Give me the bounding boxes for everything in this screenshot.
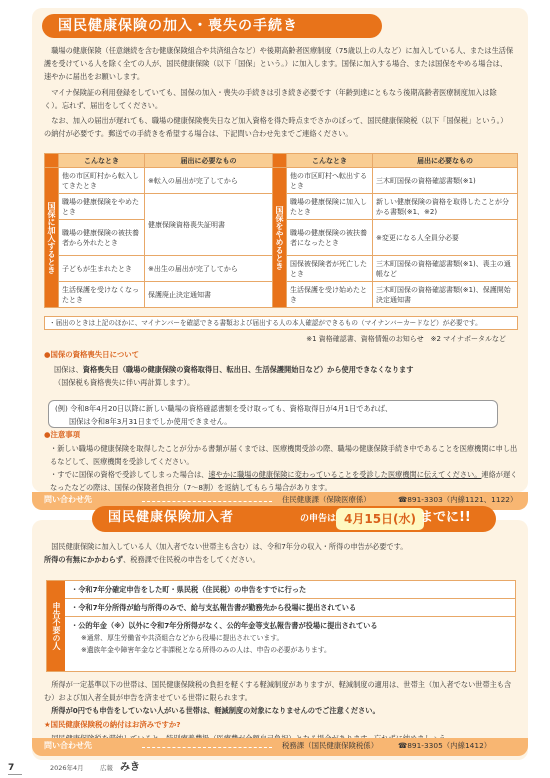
contact-label: 問い合わせ先: [44, 495, 92, 504]
table-cell: 国保被保険者が死亡したとき: [287, 256, 373, 282]
table-cell: 職場の健康保険の被扶養者から外れたとき: [59, 220, 145, 256]
col-header-need: 届出に必要なもの: [145, 154, 273, 168]
page-number-rule: [8, 774, 22, 775]
contact-bar: [32, 738, 528, 756]
contact-dept: 住民健康課（保険医療係）: [282, 495, 371, 504]
filing-intro-2: [44, 553, 514, 566]
reduction-warning: 所得が0円でも申告をしていない人がいる世帯は、軽減制度の対象になりませんのでご注意ください。: [51, 706, 380, 715]
caution-bullet: ・新しい職場の健康保険を取得したことが分かる書類が届くまでは、医療機関受診の際、職場の健康保険手続き中であることを医療機関に申し出るなどして、医療機関を受診してください。: [50, 444, 518, 466]
loss-date-text: [54, 363, 518, 389]
contact-phone[interactable]: ☎891-3303（内線1121、1122）: [398, 495, 518, 504]
caution-bullet-a: ・すでに国保の資格で受診してしまった場合は、: [50, 470, 209, 479]
late-filing-paragraph: なお、加入の届出が遅れても、職場の健康保険喪失日など加入資格を得た時点までさかのぼって、国民健康保険税（以下「国保税」という。）の納付が必要です。郵送での手続きを希望する場合は、下記問い合わせ先までご連絡ください。: [44, 116, 508, 138]
contact-label: 問い合わせ先: [44, 741, 92, 750]
table-cell: 保護廃止決定通知書: [145, 282, 273, 308]
no-filing-row: ・令和7年分所得が給与所得のみで、給与支払報告書が勤務先から役場に提出されている: [65, 599, 515, 617]
loss-date-text-b: 資格喪失日（職場の健康保険の資格取得日、転出日、生活保護開始日など）から使用できなくなります: [82, 365, 414, 374]
table-cell: 健康保険資格喪失証明書: [145, 194, 273, 256]
row-note: ※通常、厚生労働省や共済組合などから役場に提出されています。: [81, 634, 284, 642]
table-cell: 新しい健康保険の資格を取得したことが分かる書類(※1、※2): [373, 194, 518, 220]
table-cell: ※変更になる人全員分必要: [373, 220, 518, 256]
table-cell: ※転入の届出が完了してから: [145, 168, 273, 194]
table-cell: ※出生の届出が完了してから: [145, 256, 273, 282]
example-line: 国保は令和8年3月31日までしか使用できません。: [69, 417, 232, 426]
example-box: [48, 400, 498, 428]
loss-date-heading: ●国保の資格喪失日について: [44, 350, 139, 359]
procedure-table: [44, 153, 518, 308]
contact-dept: 税務課（国民健康保険税係）: [282, 741, 379, 750]
title-part-a: 国民健康保険加入者: [108, 510, 235, 525]
table-cell: 三木町国保の資格確認書類(※1)、喪主の通帳など: [373, 256, 518, 282]
table-cell: 三木町国保の資格確認書類(※1)、保護開始決定通知書: [373, 282, 518, 308]
no-filing-row: [65, 617, 515, 671]
no-filing-row-text: ・公的年金（※）以外に令和7年分所得がなく、公的年金等支払報告書が役場に提出されている: [71, 621, 378, 630]
col-header-when: こんなとき: [59, 154, 145, 168]
filing-intro-bold: 所得の有無にかかわらず: [44, 555, 124, 564]
caution-bullet-c: 連絡が遅くなったなどの際は、国保の保険者負担分（7～8割）を返納してもらう場合があります。: [50, 470, 518, 492]
section-title-band: [42, 14, 382, 38]
issue-date: 2026年4月: [50, 764, 84, 772]
footnotes: ※1 資格確認書、資格情報のお知らせ ※2 マイナポータルなど: [306, 335, 506, 343]
leave-label: 国保をやめるとき: [273, 168, 287, 308]
corner-cell: [273, 154, 287, 168]
caution-bullet-b: 速やかに職場の健康保険に変わっていることを受診した医療機関に伝えてください。: [208, 470, 482, 479]
table-cell: 生活保護を受けなくなったとき: [59, 282, 145, 308]
col-header-need: 届出に必要なもの: [373, 154, 518, 168]
section-title: 国民健康保険の加入・喪失の手続き: [58, 18, 298, 34]
mynaportal-paragraph: マイナ保険証の利用登録をしていても、国保の加入・喪失の手続きは引き続き必要です（年齢到達にともなう後期高齢者医療制度加入は除く）。忘れず、届出をしてください。: [44, 88, 497, 110]
table-cell: 他の市区町村へ転出するとき: [287, 168, 373, 194]
example-line: (例) 令和8年4月20日以降に新しい職場の資格確認書類を受け取っても、資格取得日が4月1日であれば、: [55, 404, 393, 413]
contact-phone[interactable]: ☎891-3305（内線1412）: [398, 741, 492, 750]
caution-heading: ●注意事項: [44, 430, 81, 439]
title-part-b: の申告は: [300, 514, 337, 524]
filing-intro: 国民健康保険に加入している人（加入者でない世帯主も含む）は、令和7年分の収入・所得の申告が必要です。: [51, 542, 408, 551]
join-label: 国保に加入するとき: [45, 168, 59, 308]
publication-label: 広報: [100, 764, 113, 772]
table-cell: 職場の健康保険の被扶養者になったとき: [287, 220, 373, 256]
enrollment-section: [32, 8, 528, 492]
table-cell: 三木町国保の資格確認書類(※1): [373, 168, 518, 194]
table-cell: 職場の健康保険に加入したとき: [287, 194, 373, 220]
loss-date-text-c: （国保税も資格喪失に伴い再計算します）。: [54, 378, 195, 387]
table-cell: 他の市区町村から転入してきたとき: [59, 168, 145, 194]
no-filing-label: 申告不要の人: [47, 581, 65, 671]
intro-paragraph: 職場の健康保険（任意継続を含む健康保険組合や共済組合など）や後期高齢者医療制度（75歳以上の人など）に加入している人、または生活保護を受けている人を除く全ての人が、国民健康保険（以下「国保」という。）に加入します。国保に加入する場合、または国保をやめる場合は、速やかに届出をお願いします。: [44, 46, 514, 81]
table-cell: 子どもが生まれたとき: [59, 256, 145, 282]
table-note: ・届出のときは上記のほかに、マイナンバーを確認できる書類および届出する人の本人確認ができるもの（マイナンバーカードなど）が必要です。: [44, 316, 518, 330]
no-filing-table: [46, 580, 516, 672]
corner-cell: [45, 154, 59, 168]
page-footer: [0, 760, 550, 778]
tax-filing-section: [32, 510, 528, 760]
loss-date-text-a: 国保は、: [54, 365, 83, 374]
publication-logo: みき: [120, 762, 140, 773]
no-filing-row: ・令和7年分確定申告をした町・県民税（住民税）の申告をすでに行った: [65, 581, 515, 599]
table-cell: 生活保護を受け始めたとき: [287, 282, 373, 308]
deadline-date: 4月15日(水): [336, 508, 424, 530]
contact-rule: [142, 501, 272, 502]
reduction-paragraph: 所得が一定基準以下の世帯は、国民健康保険税の負担を軽くする軽減制度がありますが、軽減制度の適用は、世帯主（加入者でない世帯主も含む）および加入者全員が申告を済ませている世帯に限られます。: [44, 680, 512, 702]
title-part-c: までに!!: [420, 510, 471, 525]
contact-rule: [142, 747, 272, 748]
payment-heading: ★国民健康保険税の納付はお済みですか?: [44, 720, 181, 729]
col-header-when: こんなとき: [287, 154, 373, 168]
filing-intro-rest: 、税務課で住民税の申告をしてください。: [123, 555, 260, 564]
page-number: 7: [8, 763, 15, 773]
filing-title: [92, 506, 496, 532]
table-cell: 職場の健康保険をやめたとき: [59, 194, 145, 220]
row-note: ※遺族年金や障害年金など非課税となる所得のみの人は、申告の必要があります。: [81, 646, 331, 654]
